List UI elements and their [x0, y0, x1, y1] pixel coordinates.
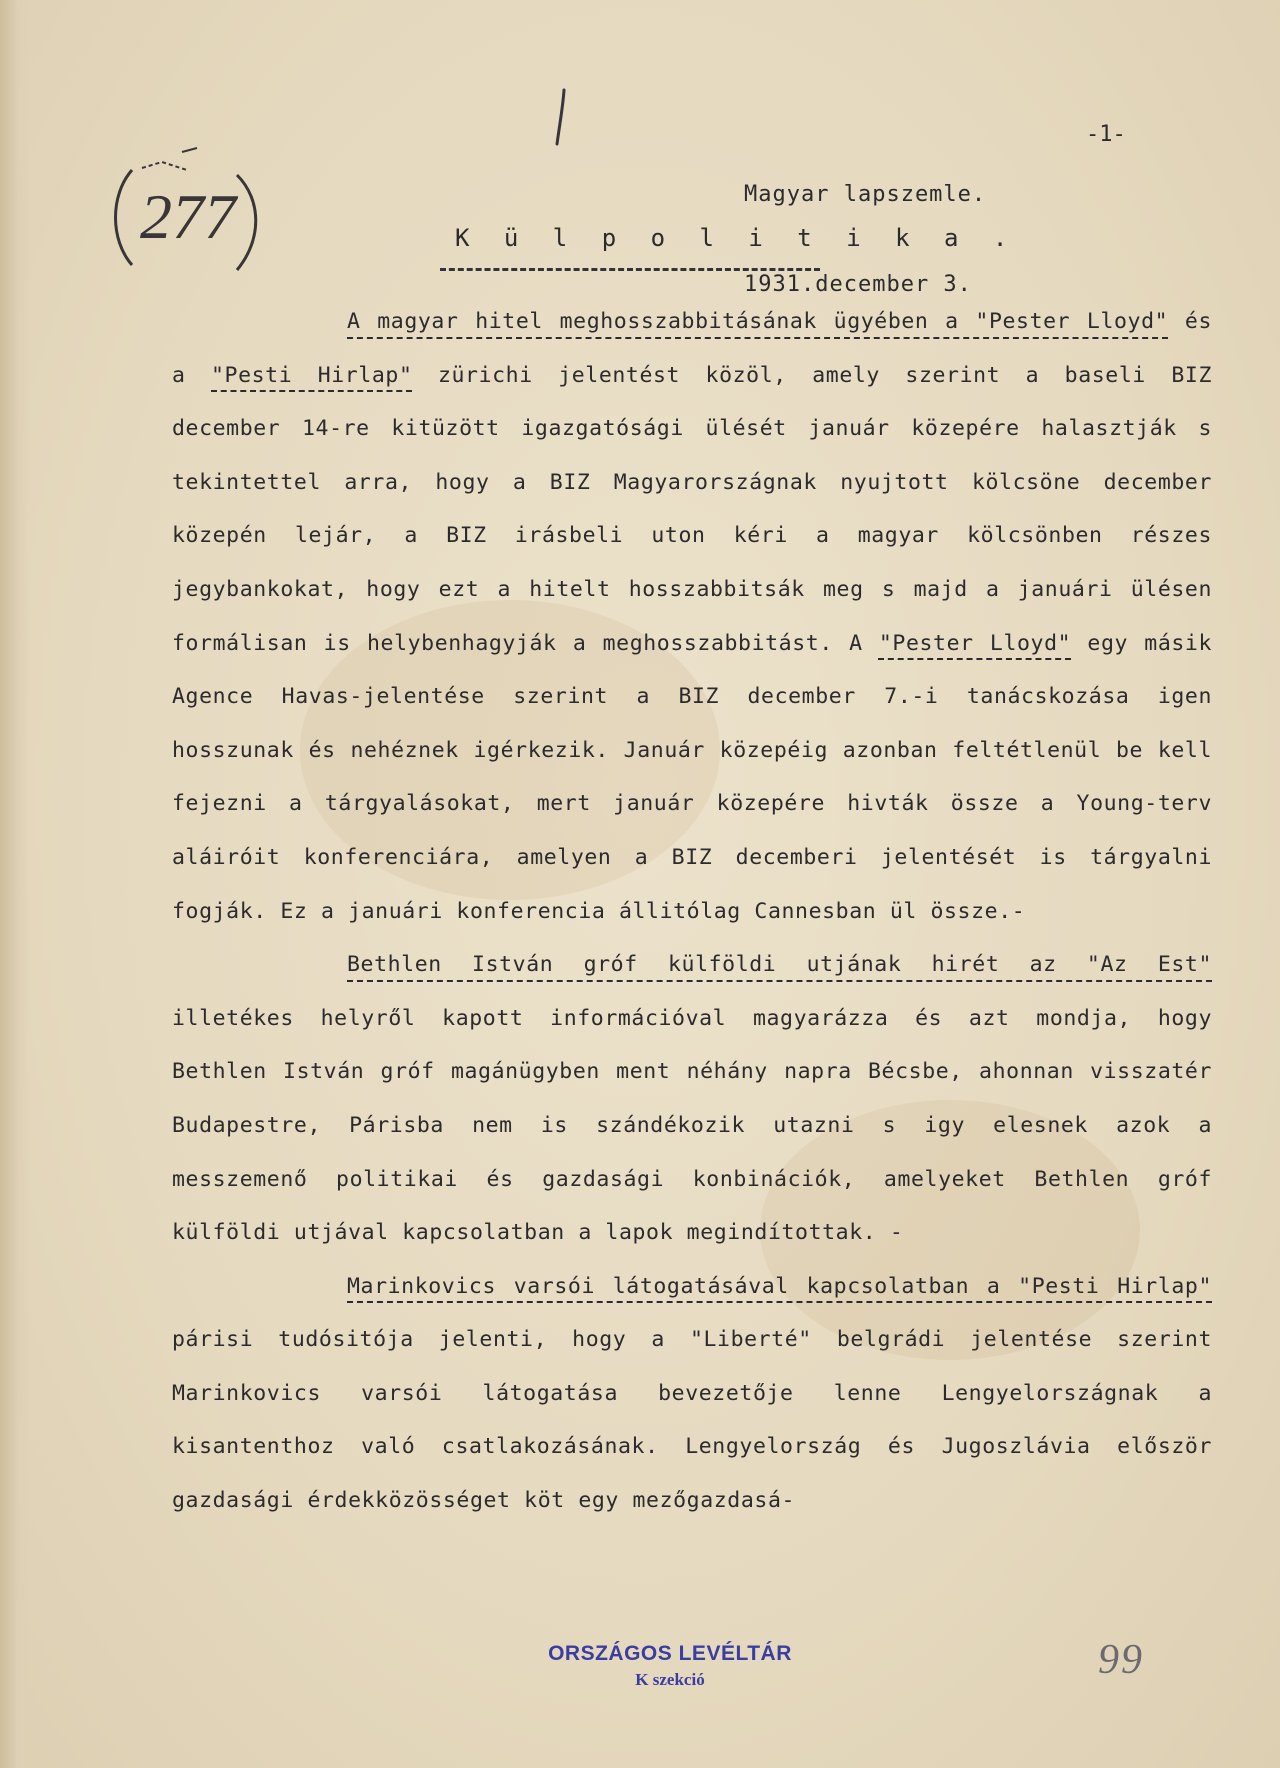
underlined-text: A magyar hitel meghosszabbitásának ügyében a "Pester Lloyd" [347, 309, 1169, 334]
paper-edge [0, 0, 30, 1768]
paragraph-text: párisi tudósitója jelenti, hogy a "Liberté" belgrádi jelentése szerint Marinkovics varsói látogatása bevezetője lenne Lengyelországnak a kisantenthoz való csatlakozásának. Lengyelország és Jugoszlávia először gazdasági érdekközösséget köt egy mezőgazdasá- [172, 1327, 1212, 1514]
underlined-text: Marinkovics varsói látogatásával kapcsolatban a "Pesti Hirlap" [347, 1273, 1212, 1299]
paragraph-text: egy másik Agence Havas-jelentése szerint a BIZ december 7.-i tanácskozása igen hosszunak és nehéznek igérkezik. Január közepéig azonban feltétlenül be kell fejezni a tárgyalásokat, mert január közepére hivták össze a Young-terv aláiróit konferenciára, amelyen a BIZ decemberi jelentését is tárgyalni fogják. Ez a januári konferencia állitólag Cannesban ül össze.- [172, 630, 1212, 924]
paragraph-text: illetékes helyről kapott információval magyarázza és azt mondja, hogy Bethlen István gróf magánügyben ment néhány napra Bécsbe, ahonnan visszatér Budapestre, Párisba nem is szándékozik utazni s igy elesnek azok a messzemenő politikai és gazdasági konbinációk, amelyeket Bethlen gróf külföldi utjával kapcsolatban a lapok megindítottak. - [172, 1005, 1212, 1246]
handwritten-number-stamp [102, 140, 272, 290]
page-number: -1- [1086, 122, 1126, 147]
paragraph [172, 938, 1212, 1260]
paragraph [172, 1260, 1212, 1528]
paragraph-text: zürichi jelentést közöl, amely szerint a baseli BIZ december 14-re kitüzött igazgatósági ülését január közepére halasztják s tekintettel arra, hogy a BIZ Magyarországnak nyujtott kölcsöne december közepén lejár, a BIZ irásbeli uton kéri a magyar kölcsönben részes jegybankokat, hogy ezt a hitelt hosszabbitsák meg s majd a januári ülésen formálisan is helybenhagyják a meghosszabbitást. A [172, 362, 1212, 656]
title-underline [440, 268, 820, 271]
publication-date: 1931.december 3. [744, 272, 972, 297]
stamp-number: 277 [140, 181, 236, 252]
folio-number: 99 [1098, 1637, 1144, 1683]
underlined-text: "Pester Lloyd" [878, 630, 1072, 656]
archive-name: ORSZÁGOS LEVÉLTÁR [548, 1642, 792, 1665]
section-title: K ü l p o l i t i k a . [455, 224, 1018, 252]
pen-stroke-mark [554, 88, 568, 148]
archive-stamp [520, 1640, 820, 1692]
paragraph-text: és a [172, 309, 1212, 388]
paragraph [172, 295, 1212, 938]
underlined-text: "Pesti Hirlap" [211, 362, 413, 388]
body-text [172, 295, 1212, 1528]
publication-name: Magyar lapszemle. [744, 182, 987, 207]
underlined-text: Bethlen István gróf külföldi utjának hirét az "Az Est" [347, 952, 1212, 978]
archive-section: K szekció [635, 1670, 705, 1689]
